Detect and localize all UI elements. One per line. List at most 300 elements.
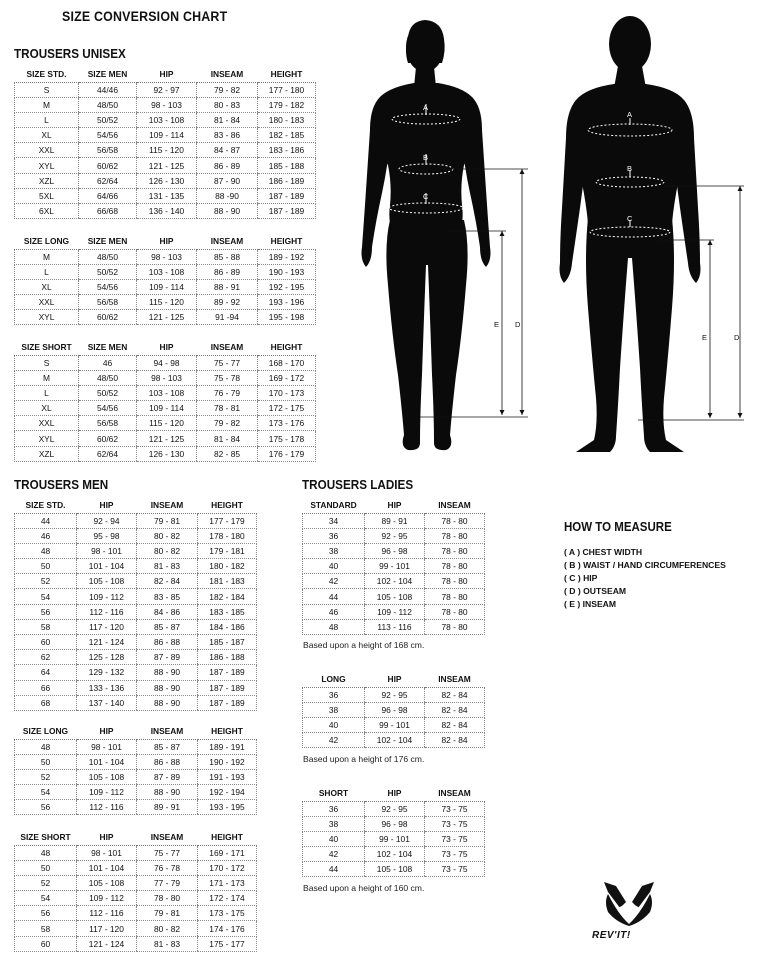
table-cell: 109 - 114 [137,279,197,294]
column-header: SIZE MEN [79,66,137,82]
table-row [15,589,257,604]
table-cell: 48 [303,619,365,634]
table-cell: 46 [303,604,365,619]
ladies-short-note: Based upon a height of 160 cm. [303,883,425,893]
ladies-long-table [302,671,485,748]
table-cell: 89 - 91 [137,800,198,815]
table-row [303,801,485,816]
column-header: INSEAM [137,723,198,739]
table-cell: 79 - 81 [137,906,198,921]
table-row [15,528,257,543]
men-long-table [14,723,257,815]
column-header: INSEAM [425,671,485,687]
table-row [15,680,257,695]
table-cell: 73 - 75 [425,816,485,831]
table-cell: 44/46 [79,82,137,97]
table-cell: 187 - 189 [258,204,316,219]
table-cell: 86 - 89 [197,264,258,279]
table-cell: 83 - 86 [197,128,258,143]
table-cell: 78 - 80 [425,589,485,604]
table-cell: 56/58 [79,143,137,158]
column-header: HEIGHT [258,66,316,82]
table-cell: 56/58 [79,295,137,310]
column-header: HIP [77,829,137,845]
measure-item-waist: ( B ) WAIST / HAND CIRCUMFERENCES [564,560,726,570]
ladies-short-table-wrap [302,785,485,877]
measure-item-outseam: ( D ) OUTSEAM [564,586,627,596]
table-cell: 58 [15,921,77,936]
table-cell: XYL [15,310,79,325]
table-cell: L [15,112,79,127]
table-cell: XXL [15,143,79,158]
table-cell: 56/58 [79,416,137,431]
table-cell: 96 - 98 [365,816,425,831]
men-long-table-wrap [14,723,257,815]
table-row [303,816,485,831]
table-cell: 78 - 80 [425,604,485,619]
table-cell: 101 - 104 [77,559,137,574]
ladies-std-table [302,497,485,635]
table-cell: 92 - 94 [77,513,137,528]
table-cell: 52 [15,875,77,890]
how-to-measure-list [564,546,726,611]
table-cell: 192 - 194 [198,785,257,800]
table-cell: 79 - 82 [197,82,258,97]
table-cell: 117 - 120 [77,921,137,936]
table-cell: 46 [15,528,77,543]
column-header: SIZE SHORT [15,339,79,355]
table-row [303,717,485,732]
table-cell: 131 - 135 [137,188,197,203]
table-cell: 88 - 91 [197,279,258,294]
table-cell: 48/50 [79,249,137,264]
table-cell: 102 - 104 [365,574,425,589]
table-cell: 60 [15,936,77,951]
table-cell: 75 - 77 [137,845,198,860]
ladies-long-note: Based upon a height of 176 cm. [303,754,425,764]
table-cell: 82 - 84 [425,717,485,732]
ladies-std-note: Based upon a height of 168 cm. [303,640,425,650]
table-header-row [15,339,316,355]
table-row [15,921,257,936]
table-cell: 172 - 174 [198,891,257,906]
table-row [303,733,485,748]
table-cell: 78 - 80 [425,513,485,528]
men-std-table-wrap [14,497,257,711]
table-cell: 84 - 87 [197,143,258,158]
table-cell: 40 [303,717,365,732]
column-header: INSEAM [137,497,198,513]
table-header-row [303,671,485,687]
table-cell: 112 - 116 [77,800,137,815]
unisex-std-table-wrap [14,66,316,219]
table-cell: 169 - 171 [198,845,257,860]
column-header: HEIGHT [198,723,257,739]
table-cell: L [15,264,79,279]
table-cell: 54/56 [79,279,137,294]
table-cell: 105 - 108 [77,574,137,589]
table-cell: XL [15,401,79,416]
table-row [15,875,257,890]
column-header: HIP [365,671,425,687]
table-row [15,295,316,310]
column-header: HEIGHT [198,497,257,513]
ladies-long-table-wrap [302,671,485,748]
table-cell: 50/52 [79,112,137,127]
table-cell: 84 - 86 [137,604,198,619]
table-cell: 109 - 112 [77,785,137,800]
table-cell: 102 - 104 [365,847,425,862]
table-cell: 185 - 187 [198,635,257,650]
table-cell: 34 [303,513,365,528]
table-row [15,279,316,294]
table-cell: 78 - 80 [137,891,198,906]
table-cell: 42 [303,733,365,748]
table-cell: 179 - 182 [258,97,316,112]
table-cell: 86 - 89 [197,158,258,173]
table-cell: 91 -94 [197,310,258,325]
table-cell: S [15,82,79,97]
column-header: HIP [365,497,425,513]
table-cell: 98 - 101 [77,845,137,860]
table-cell: 189 - 191 [198,739,257,754]
table-cell: 52 [15,574,77,589]
table-cell: 62 [15,650,77,665]
table-cell: 99 - 101 [365,717,425,732]
table-cell: 38 [303,702,365,717]
column-header: HEIGHT [198,829,257,845]
table-cell: 129 - 132 [77,665,137,680]
table-row [15,158,316,173]
table-cell: 62/64 [79,446,137,461]
table-cell: 54/56 [79,401,137,416]
table-cell: 80 - 82 [137,543,198,558]
table-row [15,650,257,665]
table-cell: 102 - 104 [365,733,425,748]
table-cell: 186 - 189 [258,173,316,188]
table-cell: 99 - 101 [365,831,425,846]
table-cell: 103 - 108 [137,264,197,279]
table-cell: 190 - 192 [198,754,257,769]
table-cell: 40 [303,831,365,846]
table-row [15,249,316,264]
table-row [15,188,316,203]
table-cell: 88 - 90 [137,785,198,800]
table-cell: 115 - 120 [137,143,197,158]
table-cell: 113 - 116 [365,619,425,634]
column-header: LONG [303,671,365,687]
table-cell: 121 - 125 [137,310,197,325]
male-label-d: D [734,333,740,342]
table-cell: 125 - 128 [77,650,137,665]
table-cell: 60/62 [79,158,137,173]
table-cell: 178 - 180 [198,528,257,543]
table-cell: 48/50 [79,370,137,385]
table-cell: 88 - 90 [137,695,198,710]
table-cell: 88 -90 [197,188,258,203]
table-cell: 170 - 172 [198,860,257,875]
table-cell: 176 - 179 [258,446,316,461]
table-cell: 60/62 [79,310,137,325]
table-cell: 103 - 108 [137,112,197,127]
table-cell: 48 [15,543,77,558]
table-cell: 44 [303,862,365,877]
table-row [15,310,316,325]
how-to-measure-title: HOW TO MEASURE [564,520,672,534]
table-cell: 80 - 82 [137,528,198,543]
table-cell: 98 - 103 [137,249,197,264]
table-cell: 36 [303,687,365,702]
table-row [15,860,257,875]
table-row [15,370,316,385]
table-row [15,800,257,815]
table-cell: 60 [15,635,77,650]
table-cell: XXL [15,416,79,431]
table-cell: 183 - 186 [258,143,316,158]
column-header: HIP [77,497,137,513]
table-cell: 75 - 78 [197,370,258,385]
male-label-c: C [627,214,633,223]
column-header: INSEAM [137,829,198,845]
table-cell: 92 - 95 [365,801,425,816]
table-cell: 73 - 75 [425,831,485,846]
table-cell: S [15,355,79,370]
table-cell: 89 - 91 [365,513,425,528]
table-cell: 105 - 108 [365,862,425,877]
table-cell: 112 - 116 [77,604,137,619]
ladies-heading: TROUSERS LADIES [302,477,414,492]
table-cell: 56 [15,604,77,619]
revit-wordmark: REV'IT! [592,930,631,941]
table-header-row [15,829,257,845]
table-row [15,401,316,416]
table-cell: 78 - 80 [425,619,485,634]
table-cell: 73 - 75 [425,801,485,816]
table-row [15,446,316,461]
table-cell: 64 [15,665,77,680]
table-cell: M [15,97,79,112]
column-header: HIP [137,233,197,249]
table-cell: M [15,370,79,385]
table-cell: 101 - 104 [77,754,137,769]
table-cell: 87 - 90 [197,173,258,188]
table-row [303,513,485,528]
table-cell: 86 - 88 [137,754,198,769]
table-cell: 36 [303,528,365,543]
table-row [303,687,485,702]
table-cell: 44 [303,589,365,604]
table-header-row [15,497,257,513]
table-row [15,635,257,650]
table-cell: 82 - 85 [197,446,258,461]
table-cell: 42 [303,847,365,862]
table-cell: 85 - 88 [197,249,258,264]
table-row [15,845,257,860]
table-cell: 81 - 83 [137,559,198,574]
male-label-e: E [702,333,708,342]
table-row [15,112,316,127]
table-cell: 109 - 114 [137,401,197,416]
table-cell: XL [15,128,79,143]
table-cell: 76 - 79 [197,385,258,400]
column-header: SIZE LONG [15,723,77,739]
table-cell: 121 - 124 [77,635,137,650]
table-row [15,769,257,784]
table-cell: 54/56 [79,128,137,143]
table-cell: 5XL [15,188,79,203]
table-row [15,936,257,951]
table-cell: 50/52 [79,385,137,400]
ladies-short-table [302,785,485,877]
table-row [15,173,316,188]
table-row [15,619,257,634]
table-cell: 48/50 [79,97,137,112]
table-row [15,543,257,558]
table-cell: 82 - 84 [137,574,198,589]
table-cell: 195 - 198 [258,310,316,325]
ladies-std-table-wrap [302,497,485,635]
table-row [15,695,257,710]
table-cell: 48 [15,739,77,754]
table-cell: 50 [15,559,77,574]
table-cell: 54 [15,891,77,906]
table-cell: 174 - 176 [198,921,257,936]
table-cell: 175 - 178 [258,431,316,446]
table-cell: 95 - 98 [77,528,137,543]
table-cell: 85 - 87 [137,619,198,634]
table-cell: 121 - 125 [137,158,197,173]
table-cell: 50/52 [79,264,137,279]
men-heading: TROUSERS MEN [14,477,109,492]
table-cell: 88 - 90 [137,680,198,695]
table-cell: 180 - 182 [198,559,257,574]
table-cell: 101 - 104 [77,860,137,875]
column-header: HIP [137,66,197,82]
table-row [15,385,316,400]
table-cell: 105 - 108 [77,769,137,784]
table-cell: 177 - 179 [198,513,257,528]
table-row [15,754,257,769]
table-cell: 36 [303,801,365,816]
table-row [15,891,257,906]
table-cell: 56 [15,800,77,815]
table-cell: 87 - 89 [137,650,198,665]
table-cell: 44 [15,513,77,528]
table-row [15,906,257,921]
table-row [303,862,485,877]
table-cell: 190 - 193 [258,264,316,279]
table-cell: 50 [15,754,77,769]
female-label-b: B [423,153,429,162]
table-row [15,604,257,619]
table-cell: 66/68 [79,204,137,219]
table-cell: 112 - 116 [77,906,137,921]
table-cell: 96 - 98 [365,543,425,558]
male-label-b: B [627,164,633,173]
table-cell: 52 [15,769,77,784]
table-cell: 40 [303,559,365,574]
table-row [303,831,485,846]
table-cell: 170 - 173 [258,385,316,400]
table-cell: 58 [15,619,77,634]
column-header: SIZE SHORT [15,829,77,845]
table-cell: 80 - 82 [137,921,198,936]
table-cell: 115 - 120 [137,295,197,310]
table-cell: 73 - 75 [425,862,485,877]
table-header-row [15,66,316,82]
female-label-e: E [494,320,500,329]
table-cell: XZL [15,173,79,188]
table-cell: XYL [15,431,79,446]
table-cell: 81 - 84 [197,431,258,446]
table-cell: 50 [15,860,77,875]
table-cell: 38 [303,543,365,558]
table-cell: 105 - 108 [365,589,425,604]
table-cell: 88 - 90 [197,204,258,219]
column-header: INSEAM [197,233,258,249]
table-row [15,416,316,431]
measure-item-chest: ( A ) CHEST WIDTH [564,547,643,557]
table-cell: XL [15,279,79,294]
table-cell: 137 - 140 [77,695,137,710]
table-cell: 187 - 189 [198,665,257,680]
table-cell: 56 [15,906,77,921]
table-cell: 98 - 103 [137,370,197,385]
column-header: INSEAM [197,339,258,355]
table-cell: 192 - 195 [258,279,316,294]
table-row [303,543,485,558]
table-cell: 62/64 [79,173,137,188]
table-cell: 78 - 80 [425,528,485,543]
column-header: INSEAM [425,785,485,801]
table-cell: 168 - 170 [258,355,316,370]
measure-item-hip: ( C ) HIP [564,573,598,583]
unisex-std-table [14,66,316,219]
table-cell: 92 - 97 [137,82,197,97]
column-header: HIP [137,339,197,355]
table-cell: M [15,249,79,264]
measure-item-inseam: ( E ) INSEAM [564,599,617,609]
table-cell: 60/62 [79,431,137,446]
table-cell: 54 [15,589,77,604]
table-cell: 54 [15,785,77,800]
table-cell: 186 - 188 [198,650,257,665]
page-title: SIZE CONVERSION CHART [62,9,228,24]
table-cell: 173 - 176 [258,416,316,431]
table-cell: 81 - 83 [137,936,198,951]
table-cell: 109 - 114 [137,128,197,143]
table-row [303,604,485,619]
table-cell: 109 - 112 [77,891,137,906]
table-row [15,128,316,143]
female-label-a: A [423,103,429,112]
table-cell: 79 - 81 [137,513,198,528]
column-header: INSEAM [425,497,485,513]
table-cell: L [15,385,79,400]
men-short-table [14,829,257,952]
column-header: INSEAM [197,66,258,82]
table-row [15,97,316,112]
table-cell: 193 - 195 [198,800,257,815]
table-header-row [303,785,485,801]
table-cell: 75 - 77 [197,355,258,370]
table-cell: 183 - 185 [198,604,257,619]
table-cell: 189 - 192 [258,249,316,264]
table-cell: 78 - 80 [425,574,485,589]
table-row [15,355,316,370]
table-cell: 98 - 101 [77,543,137,558]
table-cell: 191 - 193 [198,769,257,784]
